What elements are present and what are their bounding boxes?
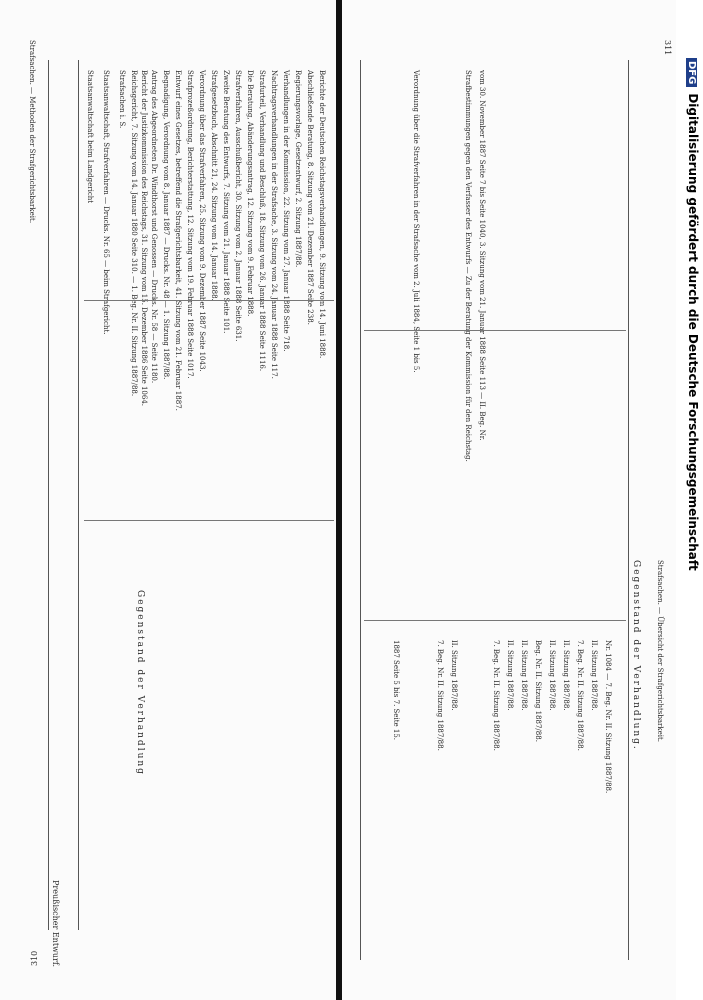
left-entry: Strafurteil, Verhandlung und Beschluß, 18. Sitzung vom 26. Januar 1888 Seite 1116.	[258, 70, 266, 372]
right-entry: 1887 Seite 5 bis 7. Seite 15.	[392, 640, 400, 741]
left-entry: Begnadigung, Verordnung vom 8. Januar 1887 — Drucks. Nr. 48 — 1. Sitzung 1887/88.	[162, 70, 170, 380]
left-entry: Zweite Beratung des Entwurfs, 7. Sitzung vom 21. Januar 1888 Seite 101.	[222, 70, 230, 334]
right-entry: II. Sitzung 1887/88.	[450, 640, 458, 711]
right-entry: vom 30. November 1887 Seite 7 bis Seite 1040, 3. Sitzung vom 21. Januar 1888 Seite 113 — II. Beg. Nr.	[478, 70, 486, 441]
right-entry: Verordnung über die Strafverfahren in der Strafsache vom 2. Juli 1884, Seite 1 bis 5.	[412, 70, 420, 373]
left-entry: Bericht der Justizkommission des Reichstags, 31. Sitzung vom 15. Dezember 1886 Seite 1064.	[140, 70, 148, 407]
left-entry: Staatsanwaltschaft, Strafverfahren — Drucks. Nr. 65 — beim Strafgericht.	[102, 70, 110, 335]
right-entry: II. Sitzung 1887/88.	[506, 640, 514, 711]
right-entry: Nr. 1084 — 7. Beg. Nr. II. Sitzung 1887/88.	[604, 640, 612, 794]
right-entry: 7. Beg. Nr. II. Sitzung 1887/88.	[492, 640, 500, 751]
right-entry: Beg. Nr. II. Sitzung 1887/88.	[534, 640, 542, 742]
left-column-rule	[78, 60, 79, 930]
left-entry: Nachtragsverhandlungen in der Strafsache, 3. Sitzung vom 24. Januar 1888 Seite 117.	[270, 70, 278, 379]
left-entry: Strafverfahren, Ausschußbericht, 30. Sitzung vom 2. Januar 1888 Seite 631.	[234, 70, 242, 342]
right-entry: II. Sitzung 1887/88.	[520, 640, 528, 711]
right-entry: II. Sitzung 1887/88.	[590, 640, 598, 711]
left-entry: Strafsachen i. S.	[118, 70, 126, 129]
right-section-title: Gegenstand der Verhandlung.	[631, 560, 641, 751]
left-entry: Staatsanwaltschaft beim Landgericht	[86, 70, 94, 204]
book-spine	[336, 0, 342, 1000]
dfg-credit: Digitalisierung gefördert durch die Deutsche Forschungsgemeinschaft	[686, 93, 700, 571]
right-entry: II. Sitzung 1887/88.	[548, 640, 556, 711]
left-header-rule	[48, 60, 49, 930]
right-row-rule	[364, 330, 626, 331]
right-edge-rule	[360, 60, 361, 960]
right-entry: Strafbestimmungen gegen den Verfasser des Entwurfs — Zu der Beratung der Kommission für den Reichstag.	[464, 70, 472, 462]
left-entry: Berichte der Deutschen Reichstagsverhandlungen, 9. Sitzung vom 14. Juni 1888.	[318, 70, 326, 359]
left-entry: Die Beratung, Abänderungsantrag, 12. Sitzung vom 9. Februar 1888.	[246, 70, 254, 317]
right-entry: 7. Beg. Nr. II. Sitzung 1887/88.	[576, 640, 584, 751]
left-heading: Preußischer Entwurf.	[51, 880, 60, 968]
right-column-rule	[628, 60, 629, 960]
left-row-rule	[84, 300, 334, 301]
left-entry: Reichsgericht, 7. Sitzung vom 14. Januar 1880 Seite 310. — 1. Beg. Nr. II. Sitzung 1887/88.	[130, 70, 138, 397]
right-entry: II. Sitzung 1887/88.	[562, 640, 570, 711]
left-entry: Verhandlungen in der Kommission, 22. Sitzung vom 27. Januar 1888 Seite 718.	[282, 70, 290, 352]
right-entry: 7. Beg. Nr. II. Sitzung 1887/88.	[436, 640, 444, 751]
left-entry: Verordnung über das Strafverfahren, 25. Sitzung vom 9. Dezember 1887 Seite 1043.	[198, 70, 206, 372]
left-running-head: Strafsachen. — Methoden der Strafgerichtsbarkeit.	[28, 40, 36, 224]
left-entry: Antrag des Abgeordneten Dr. Windthorst und Genossen — Drucks. Nr. 58 — Seite 1180.	[150, 70, 158, 384]
left-page-number: 310	[30, 950, 39, 966]
left-row-rule	[84, 520, 334, 521]
dfg-logo: DFG	[686, 58, 697, 87]
left-entry: Strafgesetzbuch, Abschnitt 21, 24. Sitzung vom 14. Januar 1888.	[210, 70, 218, 301]
left-entry: Entwurf eines Gesetzes, betreffend die Strafgerichtsbarkeit, 41. Sitzung vom 21. Februar 1887.	[174, 70, 182, 411]
right-row-rule	[364, 620, 626, 621]
left-entry: Abschließende Beratung, 8. Sitzung vom 21. Dezember 1887 Seite 238.	[306, 70, 314, 325]
dfg-banner-text	[686, 58, 700, 571]
right-page-number: 311	[663, 40, 672, 56]
right-running-head: Strafsachen. — Übersicht der Strafgerichtsbarkeit.	[656, 560, 664, 743]
left-entry: Regierungsvorlage, Gesetzentwurf, 2. Sitzung 1887/88.	[294, 70, 302, 268]
left-section-title: Gegenstand der Verhandlung	[135, 590, 145, 776]
left-entry: Strafprozeßordnung, Berichterstattung, 12. Sitzung vom 19. Februar 1888 Seite 1017.	[186, 70, 194, 379]
